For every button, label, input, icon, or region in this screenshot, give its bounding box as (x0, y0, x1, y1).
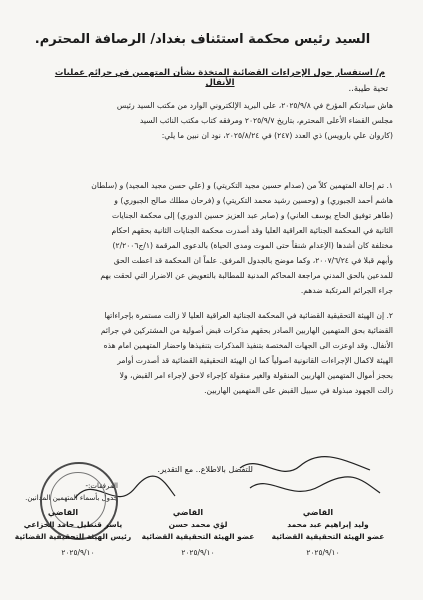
text-line: زالت الجهود مبذولة في سبيل القبض على المتهمين الهاربين. (204, 386, 393, 395)
greeting: تحية طيبة.. (348, 84, 388, 94)
text-line: (طاهر توفيق الحاج يوسف العاني) و (صابر عبد العزيز حسين الدوري) إلى محكمة الجنايات (112, 211, 393, 220)
signatory-role: عضو الهيئة التحقيقية القضائية (271, 532, 385, 541)
text-line: للمدعين بالحق المدني مراجعة المحاكم المدنية للمطالبة بالتعويض عن الاضرار التي لحقت بهم (100, 271, 393, 280)
closing-line: للتفضل بالاطلاع.. مع التقدير. (157, 465, 253, 474)
text-line: الأنفال. وقد اوعزت الى الجهات المختصة بتنفيذ المذكرات بتنفيذها واحضار المتهمين امام هذه (103, 341, 393, 350)
paragraph-point-1 (30, 178, 393, 298)
text-line: ١. تم إحالة المتهمين كلاً من (صدام حسين مجيد التكريتي) و (علي حسن مجيد المجيد) و (سلطان (91, 181, 393, 190)
signatory-date: ٢٠٢٥/٩/١٠ (306, 548, 340, 557)
text-line: القضائية بحق المتهمين الهاربين الصادر بحقهم مذكرات قبض أصولية من المشتركين في جرائم (100, 326, 393, 335)
text-line: وأبهم قبلا في ٢٠٠٧/٦/٢٤، وكما موضح بالجدول المرفق. علماً ان المحكمة قد اعطت الحق (113, 256, 393, 265)
text-line: الثانية في المحكمة الجنائية العراقية العليا وقد أصدرت محكمة الجنايات الثانية بحقهم احكام (111, 226, 393, 235)
signatory-title: القاضي (302, 508, 334, 517)
signatory-date: ٢٠٢٥/٩/١٠ (181, 548, 215, 557)
signatory-name: وليد إبراهيم عبد محمد (287, 520, 369, 529)
text-line: (كاروان علي بارويس) ذي العدد (٢٤٧) في ٢٠٢٥/٨/٢٤، نود ان نبين ما يلي: (161, 131, 393, 140)
text-line: جراء الجرائم المرتكبة ضدهم. (300, 286, 393, 295)
text-line: الهيئة لاكمال الإجراءات القانونية اصولياً كما ان الهيئة التحقيقية القضائية قد أصدرت أوامر (117, 356, 393, 365)
text-line: مجلس القضاء الأعلى المحترم، بتاريخ ٢٠٢٥/٩/٧ ومرفقه كتاب مكتب النائب السيد (139, 116, 393, 125)
signatory-role: رئيس الهيئة التحقيقية القضائية (14, 532, 132, 541)
attachments-label: المرفقات:- (85, 482, 118, 490)
signatory-name: لؤي محمد حسن (168, 520, 228, 529)
text-line: هاش سيادتكم المؤرخ في ٢٠٢٥/٩/٨، على البريد الإلكتروني الوارد من مكتب السيد رئيس (116, 101, 393, 110)
attachments-item: جدول بأسماء المتهمين المدانين. (25, 494, 118, 502)
letter-subject: م/ استفسار حول الإجراءات القضائية المتخذة بشأن المتهمين في جرائم عمليات الأنفال (54, 68, 386, 88)
signatory-title: القاضي (172, 508, 204, 517)
signatory-role: عضو الهيئة التحقيقية القضائية (141, 532, 255, 541)
text-line: ٢. إن الهيئة التحقيقية القضائية في المحكمة الجنائية العراقية العليا لا زالت مستمرة بإجراءاتها (104, 311, 393, 320)
paragraph-point-2 (30, 308, 393, 398)
signatory-title: القاضي (47, 508, 79, 517)
signatory-date: ٢٠٢٥/٩/١٠ (61, 548, 95, 557)
text-line: مختلفة كان أشدها (الإعدام شنقاً حتى الموت ومدى الحياة) بالدعوى المرقمة (١/ج٢/٢٠٠٦) (112, 241, 393, 250)
signatory-name: ياسر قنطيل حامد الخزاعي (23, 520, 123, 529)
letter-addressee: السيد رئيس محكمة استئناف بغداد/ الرصافة المحترم. (34, 32, 371, 47)
text-line: بحجز أموال المتهمين الهاربين المنقولة والغير منقولة كإجراء لاحق لإجراء امر القبض، ولا (119, 371, 393, 380)
text-line: هاشم أحمد الجبوري) و (وحسين رشيد محمد التكريتي) و (فرحان مطلك صالح الجبوري) و (114, 196, 393, 205)
paragraph-intro (30, 98, 393, 143)
